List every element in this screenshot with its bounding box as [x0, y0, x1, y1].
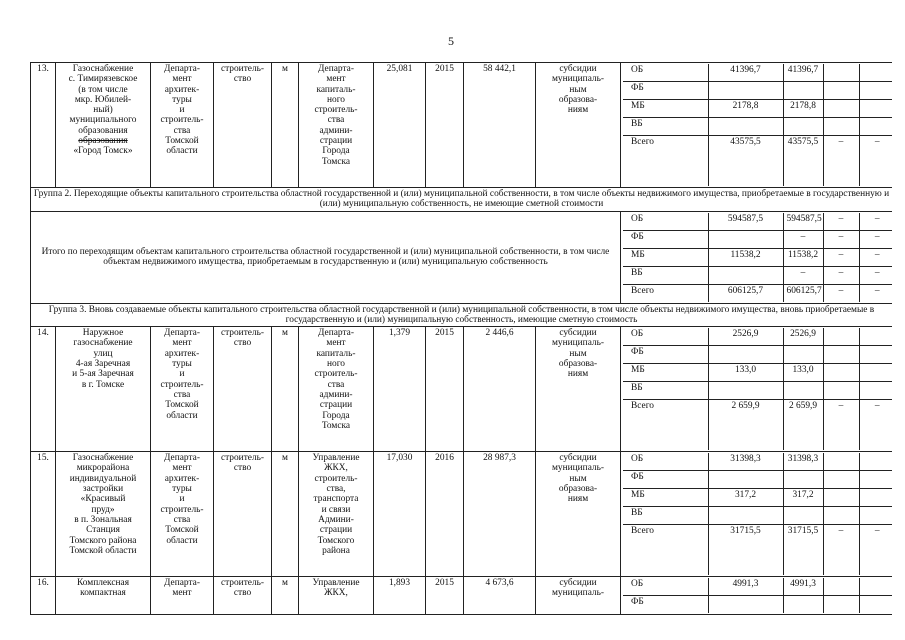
funding-row-fb: ФБ [623, 82, 892, 100]
funding-row-fb: ФБ [623, 471, 892, 489]
row-13-funding-form: субсидии муниципаль- ным образова- ниям [536, 63, 621, 188]
funding-row-vb: ВБ [623, 118, 892, 136]
row-16-year: 2015 [426, 577, 464, 615]
row-15-year: 2016 [426, 452, 464, 577]
row-14-object-name: Наружное газоснабжение улиц 4-ая Заречная и 5-ая Заречная в г. Томске [56, 327, 151, 452]
funding-row-fb: ФБ – – – [623, 230, 892, 248]
row-15-capacity: 17,030 [374, 452, 426, 577]
group-3-heading: Группа 3. Вновь создаваемые объекты капитального строительства областной государственной и (или) муниципальной собственности, в том числе объекты недвижимого имущества, вновь приобретаемые в государственную и (или) муниципальную собственность, имеющие сметную стоимость [31, 303, 893, 327]
funding-subtable [623, 578, 892, 613]
row-15-funding-breakdown [621, 452, 893, 577]
funding-subtable [623, 64, 892, 186]
group-2-heading-row [31, 188, 893, 212]
row-14-funding-breakdown [621, 327, 893, 452]
funding-row-total: Всего 31715,5 31715,5 – – [623, 525, 892, 576]
funding-row-total: Всего 606125,7 606125,7 – – [623, 284, 892, 302]
row-13-unit: м [272, 63, 299, 188]
row-14-year: 2015 [426, 327, 464, 452]
row-16-funding-form: субсидии муниципаль- [536, 577, 621, 615]
row-13-customer: Департа- мент архитек- туры и строитель- ства Томской области [151, 63, 214, 188]
funding-subtable [623, 213, 892, 302]
funding-row-ob: ОБ 2526,9 2526,9 [623, 328, 892, 346]
row-13-number: 13. [31, 63, 56, 188]
funding-row-mb: МБ 133,0 133,0 [623, 364, 892, 382]
struck-text: образования [78, 136, 128, 147]
funding-row-vb: ВБ [623, 382, 892, 400]
table-row-14 [31, 327, 893, 452]
row-14-funding-form: субсидии муниципаль- ным образова- ниям [536, 327, 621, 452]
document-sheet [30, 62, 892, 640]
row-15-number: 15. [31, 452, 56, 577]
funding-row-ob: ОБ 31398,3 31398,3 [623, 453, 892, 471]
row-15-funding-form: субсидии муниципаль- ным образова- ниям [536, 452, 621, 577]
funding-row-total: Всего 2 659,9 2 659,9 – – [623, 400, 892, 451]
funding-row-mb: МБ 2178,8 2178,8 [623, 100, 892, 118]
row-14-unit: м [272, 327, 299, 452]
row-13-estimated-cost: 58 442,1 [464, 63, 536, 188]
funding-row-fb: ФБ [623, 346, 892, 364]
row-15-work-type: строитель- ство [214, 452, 272, 577]
row-16-executor: Управление ЖКХ, [299, 577, 374, 615]
funding-row-fb: ФБ [623, 596, 892, 614]
row-14-executor: Департа- мент капиталь- ного строитель- ства админи- страции Города Томска [299, 327, 374, 452]
row-14-number: 14. [31, 327, 56, 452]
group-2-funding-breakdown [621, 211, 893, 303]
funding-row-mb: МБ 317,2 317,2 [623, 489, 892, 507]
row-14-work-type: строитель- ство [214, 327, 272, 452]
row-13-executor: Департа- мент капиталь- ного строитель- ства админи- страции Города Томска [299, 63, 374, 188]
row-16-funding-breakdown [621, 577, 893, 615]
funding-row-ob: ОБ 4991,3 4991,3 [623, 578, 892, 596]
row-13-funding-breakdown [621, 63, 893, 188]
row-16-customer: Департа- мент [151, 577, 214, 615]
funding-subtable [623, 453, 892, 575]
funding-row-ob: ОБ 41396,7 41396,7 [623, 64, 892, 82]
row-15-executor: Управление ЖКХ, строитель- ства, транспорта и связи Админи- страции Томского района [299, 452, 374, 577]
row-15-unit: м [272, 452, 299, 577]
row-13-year: 2015 [426, 63, 464, 188]
funding-row-vb: ВБ – – – [623, 266, 892, 284]
row-15-estimated-cost: 28 987,3 [464, 452, 536, 577]
group-3-heading-row [31, 303, 893, 327]
row-13-work-type: строитель- ство [214, 63, 272, 188]
page-number: 5 [448, 34, 454, 48]
row-16-capacity: 1,893 [374, 577, 426, 615]
row-15-object-name: Газоснабжение микрорайона индивидуальной застройки «Красивый пруд» в п. Зональная Станция Томского района Томской области [56, 452, 151, 577]
row-16-estimated-cost: 4 673,6 [464, 577, 536, 615]
row-16-object-name: Комплексная компактная [56, 577, 151, 615]
row-13-object-name: Газоснабжение с. Тимирязевское (в том числе мкр. Юбилей- ный) муниципального образования образования «Город Томск» [56, 63, 151, 188]
funding-row-ob: ОБ 594587,5 594587,5 – – [623, 213, 892, 231]
row-14-customer: Департа- мент архитек- туры и строитель- ства Томской области [151, 327, 214, 452]
investment-objects-table [30, 62, 892, 615]
funding-row-vb: ВБ [623, 507, 892, 525]
row-15-customer: Департа- мент архитек- туры и строитель- ства Томской области [151, 452, 214, 577]
table-row-13 [31, 63, 893, 188]
group-2-heading: Группа 2. Переходящие объекты капитального строительства областной государственной и (или) муниципальной собственности, в том числе объекты недвижимого имущества, приобретаемые в государственную и (или) муниципальную собственность, не имеющие сметной стоимости [31, 188, 893, 212]
table-row-15 [31, 452, 893, 577]
group-2-total-label: Итого по переходящим объектам капитального строительства областной государственной и (или) муниципальной собственности, в том числе объектам недвижимого имущества, приобретаемым в государственную и (или) муниципальную собственность [31, 211, 621, 303]
row-16-number: 16. [31, 577, 56, 615]
row-16-unit: м [272, 577, 299, 615]
group-2-total-row [31, 211, 893, 303]
funding-row-total: Всего 43575,5 43575,5 – – [623, 136, 892, 187]
table-row-16 [31, 577, 893, 615]
row-14-estimated-cost: 2 446,6 [464, 327, 536, 452]
funding-row-mb: МБ 11538,2 11538,2 – – [623, 248, 892, 266]
row-13-capacity: 25,081 [374, 63, 426, 188]
row-16-work-type: строитель- ство [214, 577, 272, 615]
funding-subtable [623, 328, 892, 450]
row-14-capacity: 1,379 [374, 327, 426, 452]
